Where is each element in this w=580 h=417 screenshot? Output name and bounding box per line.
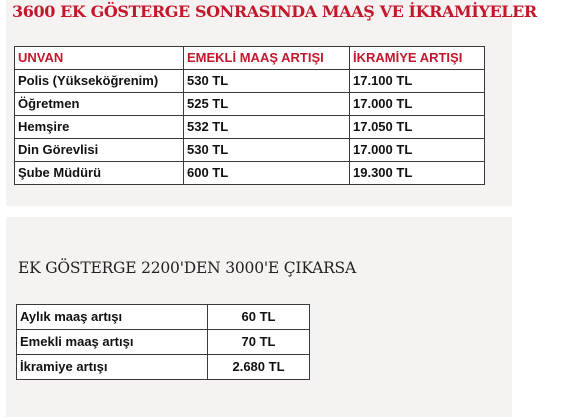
cell-title: Öğretmen [15, 93, 184, 116]
column-header-pension-increase: EMEKLİ MAAŞ ARTIŞI [184, 47, 350, 70]
table-row [15, 162, 485, 185]
cell-title: Polis (Yükseköğrenim) [15, 70, 184, 93]
table-row [17, 305, 310, 330]
table-row [15, 70, 485, 93]
cell-label: Emekli maaş artışı [17, 330, 208, 355]
table-header-row [15, 47, 485, 70]
cell-bonus: 17.000 TL [350, 93, 485, 116]
cell-pension: 600 TL [184, 162, 350, 185]
table-row [15, 116, 485, 139]
table-row [15, 139, 485, 162]
table-row [15, 93, 485, 116]
cell-bonus: 19.300 TL [350, 162, 485, 185]
cell-value: 60 TL [208, 305, 310, 330]
cell-bonus: 17.050 TL [350, 116, 485, 139]
section-title: EK GÖSTERGE 2200'DEN 3000'E ÇIKARSA [18, 259, 356, 277]
cell-title: Din Görevlisi [15, 139, 184, 162]
salary-table [14, 46, 485, 185]
salary-section [6, 0, 537, 206]
cell-title: Şube Müdürü [15, 162, 184, 185]
cell-pension: 532 TL [184, 116, 350, 139]
section-title: 3600 EK GÖSTERGE SONRASINDA MAAŞ VE İKRAMİYELER [12, 2, 537, 21]
cell-bonus: 17.000 TL [350, 139, 485, 162]
cell-value: 70 TL [208, 330, 310, 355]
column-header-title: UNVAN [15, 47, 184, 70]
cell-label: Aylık maaş artışı [17, 305, 208, 330]
cell-label: İkramiye artışı [17, 355, 208, 380]
increase-table [16, 304, 310, 380]
cell-title: Hemşire [15, 116, 184, 139]
cell-value: 2.680 TL [208, 355, 310, 380]
column-header-bonus-increase: İKRAMİYE ARTIŞI [350, 47, 485, 70]
increase-section [6, 217, 512, 417]
cell-bonus: 17.100 TL [350, 70, 485, 93]
table-row [17, 330, 310, 355]
cell-pension: 530 TL [184, 139, 350, 162]
table-row [17, 355, 310, 380]
cell-pension: 525 TL [184, 93, 350, 116]
cell-pension: 530 TL [184, 70, 350, 93]
